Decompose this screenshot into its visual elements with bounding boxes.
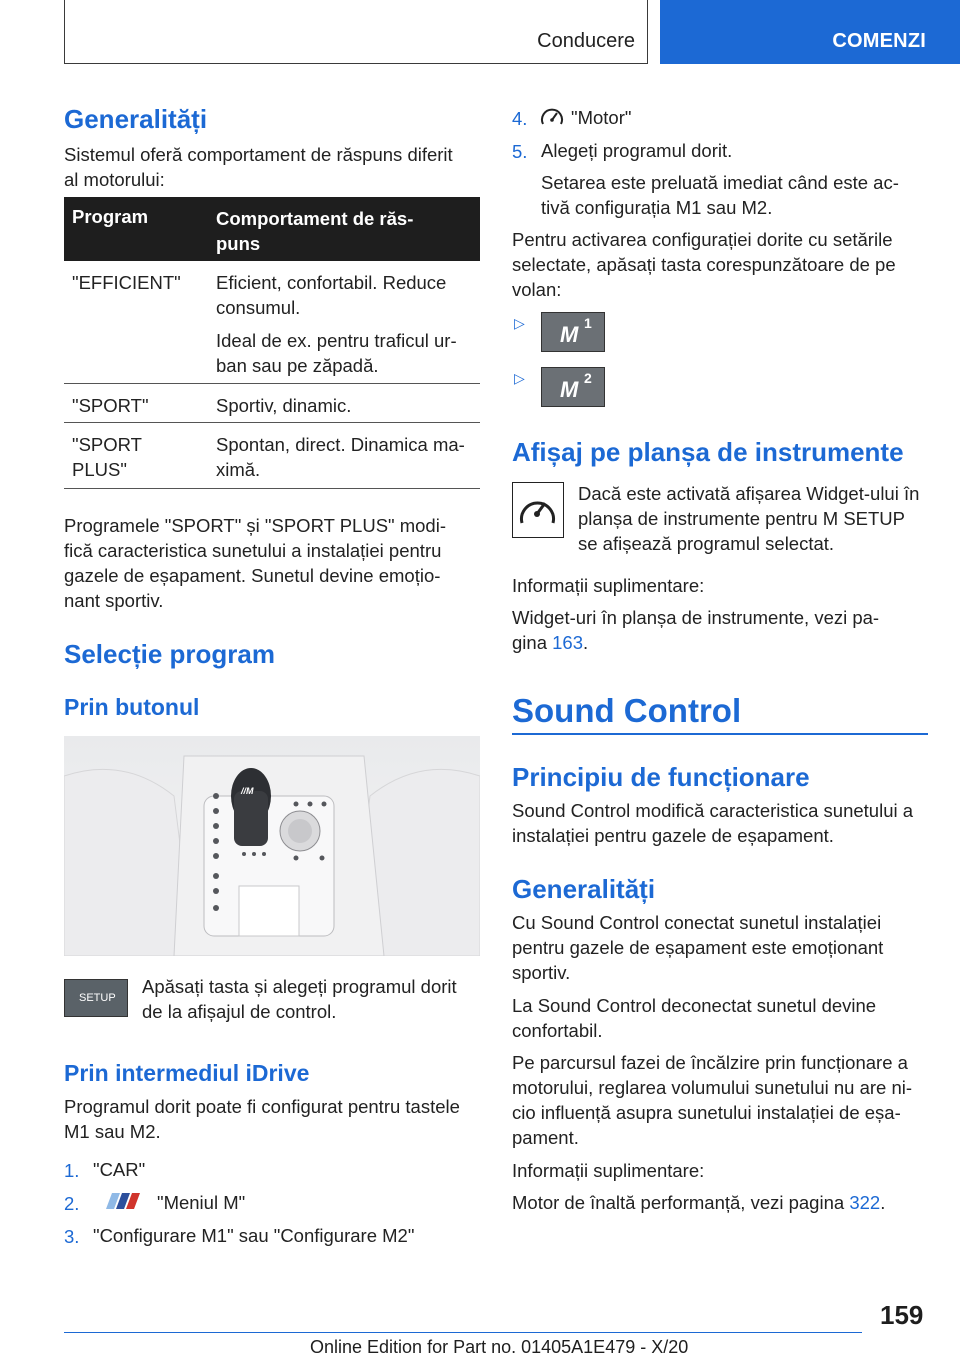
page-link-163[interactable]: 163 [552,632,583,653]
step-number: 3. [64,1226,80,1247]
prin-idrive-heading: Prin intermediul iDrive [64,1060,310,1086]
bullet-icon: ▷ [514,315,525,331]
info-label: Informații suplimentare: [512,1160,705,1181]
bullet-icon: ▷ [514,370,525,386]
step-text: "CAR" [93,1159,146,1180]
table-row: "SPORT PLUS" Spontan, direct. Dinamica ma- ximă. [64,423,480,489]
center-console-image [64,736,480,956]
info-label: Informații suplimentare: [512,575,705,596]
principiu-text: Sound Control modifică caracteristica sunetului a instalației pentru gazele de eșapament. [512,800,914,846]
selectie-program-heading: Selecție program [64,639,275,669]
afisaj-heading: Afișaj pe planșa de instrumente [512,437,904,467]
table-header-program: Program [72,206,149,227]
generalitati-p1: Cu Sound Control conectat sunetul instalației pentru gazele de eșapament este emoționant sportiv. [512,912,884,983]
footer-rule [64,1332,862,1333]
table-header-behaviour: Comportament de răs- puns [216,208,414,254]
page-number: 159 [880,1300,924,1330]
activation-text: Pentru activarea configurației dorite cu setările selectate, apăsați tasta corespunzătoare de pe volan: [512,229,896,300]
step-text: "Configurare M1" sau "Configurare M2" [93,1225,415,1246]
header-section-box [64,0,648,64]
header-tab-label: COMENZI [832,30,926,52]
info-text: Motor de înaltă performanță, vezi pagina 322. [512,1192,886,1213]
step-text: "Meniul M" [157,1192,246,1213]
generalitati-heading: Generalități [64,104,208,134]
svg-text://M: //M [241,786,254,796]
table-row: "SPORT" Sportiv, dinamic. [64,384,480,423]
setup-button-icon: SETUP [64,979,128,1017]
afisaj-text: Dacă este activată afișarea Widget-ului în planșa de instrumente pentru M SETUP se afișează programul selectat. [578,483,920,554]
m2-button-icon: M 2 [541,367,605,407]
step-number: 1. [64,1160,80,1181]
gauge-display-icon [512,482,564,538]
step5-note: Setarea este preluată imediat când este ac- tivă configurația M1 sau M2. [541,172,899,218]
header-tab[interactable] [660,0,960,64]
step-number: 2. [64,1193,80,1214]
idrive-text: Programul dorit poate fi configurat pentru tastele M1 sau M2. [64,1096,460,1142]
page-link-322[interactable]: 322 [849,1192,881,1213]
step-text: Alegeți programul dorit. [541,140,733,161]
sound-control-heading: Sound Control [512,692,742,729]
step-text: "Motor" [571,107,632,128]
program-table [64,197,480,489]
generalitati-p3: Pe parcursul fazei de încălzire prin funcționare a motorului, reglarea volumului sunetului nu are ni- cio influență asupra sunetului instalației de eșa- pament. [512,1052,913,1148]
intro-text: Sistemul oferă comportament de răspuns diferit al motorului: [64,144,453,190]
gauge-icon [540,106,564,128]
step-number: 4. [512,108,528,129]
m-logo-icon [100,1193,146,1209]
m1-button-icon: M 1 [541,312,605,352]
table-header [64,197,480,261]
info-text: Widget-uri în planșa de instrumente, vezi pa- gina 163. [512,607,880,653]
section-divider [512,733,928,735]
step-number: 5. [512,141,528,162]
prin-butonul-heading: Prin butonul [64,694,200,720]
table-row: "EFFICIENT" Eficient, confortabil. Reduce consumul. Ideal de ex. pentru traficul ur- ban sau pe zăpadă. [64,261,480,384]
setup-instruction: Apăsați tasta și alegeți programul dorit de la afișajul de control. [142,976,457,1022]
principiu-heading: Principiu de funcționare [512,762,810,792]
footer-edition: Online Edition for Part no. 01405A1E479 - X/20 [310,1337,689,1357]
sport-modes-text: Programele "SPORT" și "SPORT PLUS" modi- fică caracteristica sunetului a instalației pentru gazele de eșapament. Sunetul devine emoțio- nant sportiv. [64,515,446,611]
generalitati-heading-right: Generalități [512,874,656,904]
generalitati-p2: La Sound Control deconectat sunetul devine confortabil. [512,995,877,1041]
header-section-title: Conducere [537,30,635,52]
